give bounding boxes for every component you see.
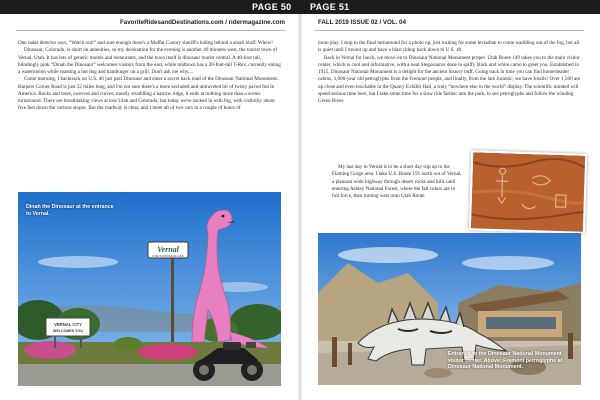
welcome-sign-line2: WELCOMES YOU: [53, 329, 83, 333]
dinah-dinosaur-photo: [18, 192, 281, 386]
right-column-text: [318, 40, 582, 164]
paragraph: moto play. I stop in the final turnaround for a photo op, just waiting for some leviathan to come waddling out of the fog, but all is quiet until I mount up and have a blast riding back down to U.S. 40.: [318, 40, 580, 54]
top-bar: [0, 0, 600, 14]
running-header-left: FavoriteRidesandDestinations.com / ridermagazine.com: [120, 19, 286, 26]
dino-photo-caption: Dinah the Dinosaur at the entrance to Vernal.: [26, 204, 114, 217]
header-rule-left: [16, 30, 286, 31]
paragraph: Come morning, I backtrack on U.S. 40 just past Dinosaur and enter a secret back road of the Dinosaur National Monument. Harpers Corner Road is just 32 miles long, and I'm not sure there's a more secluded and untraveled bit of twisty paved fun in America. Rocks and trees, swerves and curves, mostly straddling a narrow ridge, it ends at nothing more than a scenic turnaround. There are breathtaking views across Utah and Colorado, but today we're socked in with fog, with visibility about five feet down the various slopes. But the roadway is clear, and I meet all of two cars in a couple of hours of: [18, 76, 279, 112]
vernal-sign-text: Vernal: [157, 245, 179, 254]
visitor-photo-caption: Entrance to the Dinosaur National Monument visitor center. Above: Fremont petroglyphs at Dinosaur National Monument.: [448, 351, 563, 371]
header-rule-right: [314, 30, 584, 31]
paragraph: One radar detector says, “Watch out!” and sure enough there's a Moffat County sheriff's hiding behind a small bluff. Whew!: [18, 40, 274, 46]
page-gutter: [298, 14, 302, 400]
paragraph: Back in Vernal for lunch, we move on to Dinosaur National Monument proper. Utah Route 149 takes you to the main visitor center, which is cool and informative, with a neat Stegosaurus done in spiffy black and white camo to greet you. Established in 1915, Dinosaur National Monument is a delight for the ancient history buff. Going back in time you can find homesteader cabins, 1,000-year old petroglyphs from the Fremont people, and finally, from the late Jurassic, we have fossils! Over 1,500 are up close and even touchable in the Quarry Exhibit Hall, a truly “nowhere else in the world” display. The scientific minded will spend serious time here, but I take some time for a slow ride farther into the park, to see petroglyphs and follow the winding Green River.: [318, 54, 581, 104]
welcome-sign-line1: VERNAL CITY: [54, 322, 82, 327]
left-column-text: [18, 40, 283, 190]
vernal-sign-subtext: UTAH'S DINOSAUR LAND: [152, 255, 184, 258]
running-header-right: FALL 2019 ISSUE 02 / VOL. 04: [318, 19, 406, 26]
paragraph: Dinosaur, Colorado, is short on amenities, so my destination for the evening is another 40 minutes west, the tourist town of Vernal, Utah. It has lots of generic motels and restaurants, and the town itself is dinosaur tourist central. A 40-foot tall, blindingly pink “Dinah the Dinosaur” welcomes visitors from the east, while midtown has a 20-foot-tall T-Rex, currently eating a watermelon while roasting a hot dog and hamburger on a grill. Don't ask me why....: [18, 47, 281, 75]
petroglyph-photo: [469, 150, 587, 234]
paragraph: My last day in Vernal is to be a short day trip up to the Flaming Gorge area. I take U.S. Route 191 north out of Vernal, a pleasant wide highway through desert rocks and hills until entering Ashley National Forest, where the fall colors are in full force, then turning west onto Utah Route: [332, 164, 462, 199]
right-column-text-narrow: [332, 164, 462, 226]
page-number-left: PAGE 50: [252, 2, 292, 12]
page-number-right: PAGE 51: [310, 2, 350, 12]
